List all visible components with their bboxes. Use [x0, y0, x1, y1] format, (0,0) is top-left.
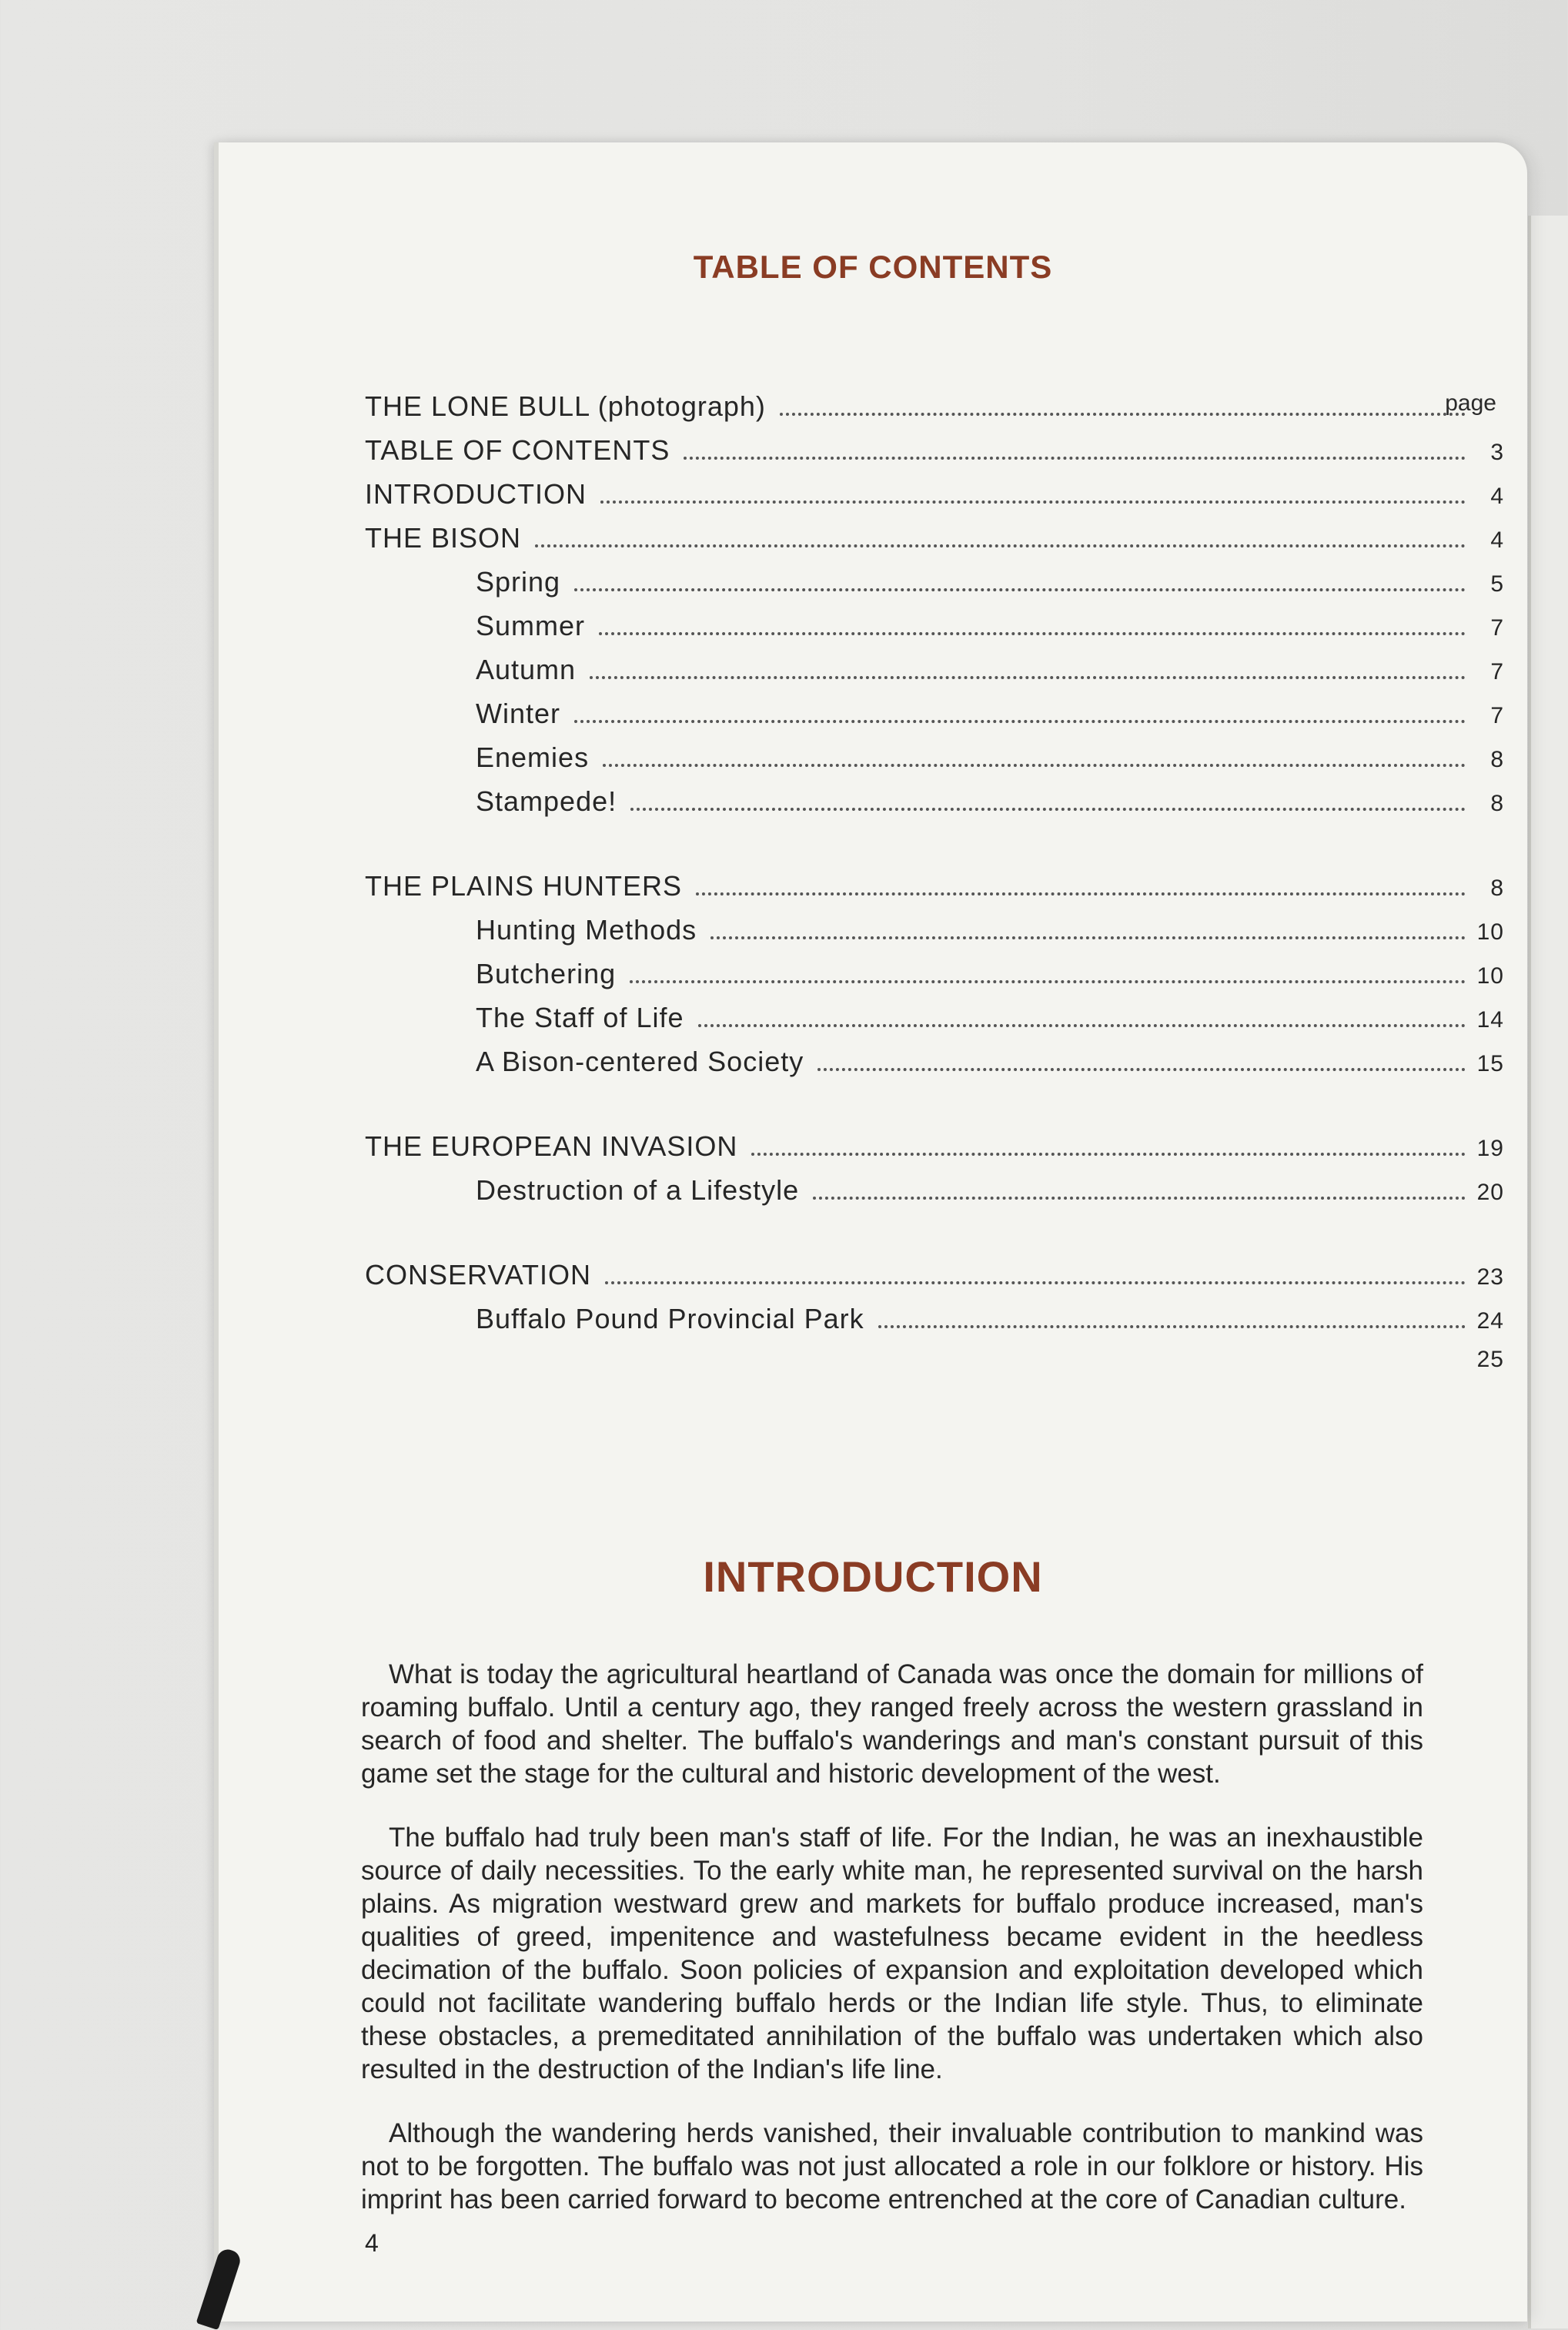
toc-trailing-page	[1450, 1347, 1504, 1385]
toc-entry-title: CONSERVATION	[365, 1259, 592, 1291]
toc-entry-page: 23	[1476, 1264, 1504, 1290]
introduction-title: INTRODUCTION	[703, 1552, 1043, 1601]
toc-entry-page: 8	[1490, 875, 1504, 901]
toc-entry	[365, 522, 1504, 561]
toc-entry-page: 10	[1476, 963, 1504, 989]
intro-paragraph: The buffalo had truly been man's staff of life. For the Indian, he was an inexhaustible source of daily necessities. To the early white man, he represented survival on the harsh plains. As migration westward grew and markets for buffalo produce increased, man's qualities of greed, impenitence and wastefulness became evident in the heedless decimation of the buffalo. Soon policies of expansion and exploitation developed which could not facilitate wandering buffalo herds or the Indian life style. Thus, to eliminate these obstacles, a premeditated annihilation of the buffalo was undertaken which also resulted in the destruction of the Indian's life line.	[361, 1823, 1423, 2084]
toc-entry-title: THE LONE BULL (photograph)	[365, 390, 766, 422]
toc-entry	[365, 390, 1504, 429]
leader-dots	[600, 500, 1466, 504]
toc-entry	[365, 1259, 1504, 1297]
toc-entry-page: 7	[1490, 615, 1504, 641]
leader-dots	[817, 1068, 1466, 1071]
toc-entry-page: 14	[1476, 1007, 1504, 1033]
toc-entry-title: TABLE OF CONTENTS	[365, 434, 670, 466]
toc-entry	[365, 1130, 1504, 1169]
toc-entry-page: 25	[1476, 1347, 1504, 1372]
leader-dots	[710, 936, 1466, 939]
leader-dots	[630, 980, 1466, 983]
toc-entry	[476, 566, 1504, 604]
toc-entry	[476, 698, 1504, 736]
toc-title: TABLE OF CONTENTS	[693, 249, 1053, 285]
page-number: 4	[365, 2229, 379, 2257]
toc-entry	[476, 654, 1504, 692]
leader-dots	[603, 764, 1466, 767]
toc-entry-page: 15	[1476, 1051, 1504, 1076]
toc-entry	[365, 434, 1504, 473]
leader-dots	[813, 1197, 1466, 1200]
toc-entry	[476, 1303, 1504, 1341]
toc-entry	[476, 1174, 1504, 1213]
toc-entry	[476, 1046, 1504, 1084]
toc-entry-page: 4	[1490, 484, 1504, 509]
leader-dots	[590, 676, 1466, 679]
toc-entry-title: Enemies	[476, 742, 590, 773]
toc-entry-page: 5	[1490, 571, 1504, 597]
toc-entry	[476, 914, 1504, 952]
leader-dots	[751, 1153, 1466, 1156]
next-page-edge	[1528, 216, 1568, 2328]
toc-entry-page: 19	[1476, 1136, 1504, 1161]
toc-entry-page: 3	[1490, 440, 1504, 465]
leader-dots	[684, 457, 1466, 460]
leader-dots	[696, 892, 1466, 896]
leader-dots	[574, 588, 1466, 591]
toc-entry	[476, 958, 1504, 996]
toc-entry-page: 7	[1490, 659, 1504, 685]
toc-entry-title: The Staff of Life	[476, 1002, 684, 1033]
toc-entry	[476, 742, 1504, 780]
toc-entry-page: 4	[1490, 527, 1504, 553]
document-page	[214, 142, 1527, 2322]
toc-entry-title: Destruction of a Lifestyle	[476, 1174, 800, 1206]
toc-entry-title: THE BISON	[365, 522, 522, 554]
leader-dots	[698, 1024, 1466, 1027]
toc-entry-title: Summer	[476, 610, 586, 641]
toc-entry-title: INTRODUCTION	[365, 478, 587, 510]
page-column-label: page	[1445, 390, 1496, 416]
toc-entry	[365, 478, 1504, 517]
toc-entry-title: THE EUROPEAN INVASION	[365, 1130, 738, 1162]
toc-entry	[476, 610, 1504, 648]
toc-entry-title: Winter	[476, 698, 561, 729]
toc-entry-page: 20	[1476, 1180, 1504, 1205]
toc-entry-title: Autumn	[476, 654, 577, 685]
leader-dots	[535, 544, 1466, 547]
leader-dots	[599, 632, 1466, 635]
toc-entry-title: Stampede!	[476, 785, 617, 817]
toc-entry-page: 8	[1490, 747, 1504, 772]
intro-paragraph: Although the wandering herds vanished, their invaluable contribution to mankind was not to be forgotten. The buffalo was not just allocated a role in our folklore or history. His imprint has been carried forward to become entrenched at the core of Canadian culture.	[361, 2118, 1423, 2215]
toc-entry-page: 10	[1476, 919, 1504, 945]
toc-entry	[476, 785, 1504, 824]
leader-dots	[605, 1281, 1466, 1284]
leader-dots	[780, 413, 1466, 416]
toc-entry-title: THE PLAINS HUNTERS	[365, 870, 683, 902]
toc-entry-page: 8	[1490, 791, 1504, 816]
toc-entry	[476, 1002, 1504, 1040]
toc-entry-page: 24	[1476, 1308, 1504, 1334]
toc-entry-title: A Bison-centered Society	[476, 1046, 804, 1077]
leader-dots	[574, 720, 1466, 723]
toc-entry-page: 7	[1490, 703, 1504, 728]
toc-entry-title: Spring	[476, 566, 561, 598]
intro-paragraph: What is today the agricultural heartland of Canada was once the domain for millions of roaming buffalo. Until a century ago, they ranged freely across the western grassland in search of food and shelter. The buffalo's wanderings and man's constant pursuit of this game set the stage for the cultural and historic development of the west.	[361, 1659, 1423, 1789]
toc-entry-title: Buffalo Pound Provincial Park	[476, 1303, 864, 1334]
toc-entry-title: Hunting Methods	[476, 914, 697, 946]
leader-dots	[630, 808, 1466, 811]
toc-entry	[365, 870, 1504, 909]
toc-entry-title: Butchering	[476, 958, 617, 989]
leader-dots	[878, 1325, 1466, 1328]
table-of-contents	[219, 142, 1527, 1374]
